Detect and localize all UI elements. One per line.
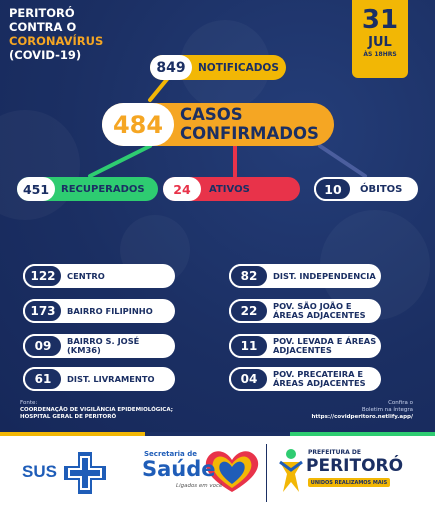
bulletin-link[interactable]: https://covidperitoro.netlify.app/ [311,414,413,420]
region-item [23,367,175,391]
header-line4: (COVID-19) [9,48,82,62]
confirmados-label-line2: CONFIRMADOS [180,124,319,143]
date-month: JUL [368,35,392,50]
ativos-label: ATIVOS [209,183,250,195]
date-day: 31 [361,5,399,35]
obitos-label: ÓBITOS [360,183,403,195]
region-label: DIST. INDEPENDENCIA [273,270,376,281]
confirmados-label [180,105,319,143]
header-line2: CONTRA O [9,20,77,34]
sus-logo [22,452,112,494]
confirmados-value: 484 [102,103,174,146]
saude-main: Saúde [142,457,216,481]
region-value: 11 [229,334,269,358]
footer-divider [266,444,267,502]
person-star-icon [278,448,304,494]
region-value: 82 [229,264,269,288]
region-item [229,367,381,391]
region-label: CENTRO [67,270,105,281]
region-label: POV. SÃO JOÃO E ÁREAS ADJACENTES [273,301,366,320]
recuperados-pill [17,177,158,201]
footer-stripe [0,432,435,436]
notificados-label: NOTIFICADOS [198,61,279,74]
sus-text: SUS [22,462,57,481]
ativos-value: 24 [163,177,201,201]
date-time: ÀS 18HRS [363,51,397,58]
header-line3: CORONAVÍRUS [9,34,104,48]
footer [0,432,435,515]
region-item [23,299,175,323]
obitos-pill [314,177,418,201]
region-label: BAIRRO S. JOSÉ (KM36) [67,336,140,355]
prefeitura-main: PERITORÓ [306,456,404,476]
obitos-value: 10 [314,177,352,201]
region-value: 09 [23,334,63,358]
saude-logo [140,446,262,498]
region-item [229,299,381,323]
confira-line1: Confira o [388,400,413,406]
source-line2: HOSPITAL GERAL DE PERITORÓ [20,414,117,420]
region-value: 173 [23,299,63,323]
ativos-pill [163,177,300,201]
notificados-pill [150,55,286,80]
sus-cross-icon [64,452,106,494]
source-line1: COORDENAÇÃO DE VIGILÂNCIA EPIDEMIOLÓGICA; [20,407,173,413]
region-label: POV. PRECATEIRA E ÁREAS ADJACENTES [273,369,366,388]
region-value: 61 [23,367,63,391]
region-item [229,334,381,358]
source-title: Fonte: [20,400,38,406]
confirmados-pill [102,103,334,146]
confira-line2: Boletim na íntegra [361,407,413,413]
region-value: 04 [229,367,269,391]
recuperados-value: 451 [17,177,55,201]
prefeitura-top: PREFEITURA DE [308,449,361,456]
region-value: 122 [23,264,63,288]
confira-note [311,400,413,421]
source-note [20,400,173,421]
region-item [23,264,175,288]
header-line1: PERITORÓ [9,6,75,20]
region-label: BAIRRO FILIPINHO [67,305,153,316]
prefeitura-sub: UNIDOS REALIZAMOS MAIS [308,478,390,487]
region-label: DIST. LIVRAMENTO [67,373,155,384]
region-item [23,334,175,358]
region-value: 22 [229,299,269,323]
confirmados-label-line1: CASOS [180,105,243,124]
region-item [229,264,381,288]
notificados-value: 849 [150,55,192,80]
saude-top: Secretaria de [144,450,197,458]
recuperados-label: RECUPERADOS [61,183,145,195]
saude-sub: Ligados em você [176,483,223,489]
prefeitura-logo [278,446,404,500]
region-label: POV. LEVADA E ÁREAS ADJACENTES [273,336,377,355]
